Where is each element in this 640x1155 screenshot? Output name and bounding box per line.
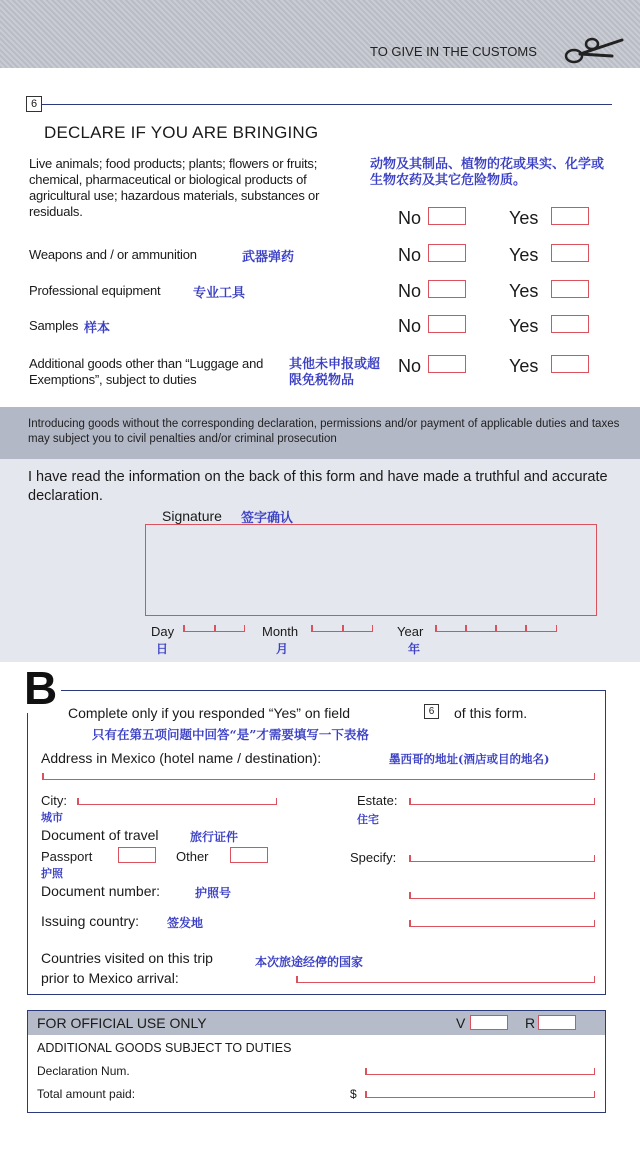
item-4-text: Samples: [29, 318, 79, 333]
city-field[interactable]: [77, 795, 277, 805]
official-total-field[interactable]: [365, 1088, 595, 1098]
city-label: City:: [41, 793, 67, 808]
item-3-no-box[interactable]: [428, 280, 466, 298]
month-label: Month: [262, 624, 299, 639]
estate-label: Estate:: [357, 793, 398, 808]
item-1-no-label: No: [398, 208, 422, 228]
item-1-cn: 动物及其制品、植物的花或果实、化学或生物农药及其它危险物质。: [370, 157, 605, 188]
passport-label: Passport: [41, 849, 93, 864]
official-r-box[interactable]: [538, 1015, 576, 1030]
item-2-no-label: No: [398, 245, 422, 265]
doc-label: Document of travel: [41, 827, 159, 843]
item-2-yes-box[interactable]: [551, 244, 589, 262]
issuing-field[interactable]: [409, 917, 595, 927]
docnum-label: Document number:: [41, 883, 161, 899]
doc-cn: 旅行证件: [190, 830, 239, 844]
year-cn: 年: [408, 642, 421, 656]
official-decl-label: Declaration Num.: [37, 1064, 130, 1078]
item-2-yes-label: Yes: [509, 245, 539, 265]
passport-cn: 护照: [41, 867, 63, 880]
month-field[interactable]: [311, 622, 373, 632]
month-cn: 月: [276, 642, 289, 656]
other-box[interactable]: [230, 847, 268, 863]
signature-label: Signature: [162, 508, 222, 524]
day-label: Day: [151, 624, 175, 639]
section-b-instruction-end: of this form.: [454, 705, 528, 721]
day-field[interactable]: [183, 622, 245, 632]
item-2-no-box[interactable]: [428, 244, 466, 262]
passport-box[interactable]: [118, 847, 156, 863]
other-label: Other: [176, 849, 209, 864]
item-5-yes-box[interactable]: [551, 355, 589, 373]
docnum-cn: 护照号: [195, 886, 232, 900]
docnum-field[interactable]: [409, 889, 595, 899]
countries-label-1: Countries visited on this trip: [41, 950, 213, 966]
item-1-no-box[interactable]: [428, 207, 466, 225]
item-3-yes-label: Yes: [509, 281, 539, 301]
item-1-yes-label: Yes: [509, 208, 539, 228]
year-field[interactable]: [435, 622, 557, 632]
item-4-yes-label: Yes: [509, 316, 539, 336]
item-1-yes-box[interactable]: [551, 207, 589, 225]
day-cn: 日: [156, 642, 169, 656]
item-3-text: Professional equipment: [29, 283, 161, 298]
year-label: Year: [397, 624, 424, 639]
section6-rule: [42, 104, 612, 105]
header-text: TO GIVE IN THE CUSTOMS: [370, 44, 537, 59]
item-5-text: Additional goods other than “Luggage and Exemptions”, subject to duties: [29, 356, 264, 387]
section-b-letter: B: [20, 663, 61, 713]
scissors-icon: [562, 34, 626, 68]
item-2-cn: 武器弹药: [242, 250, 295, 265]
countries-field[interactable]: [296, 973, 595, 983]
item-5-no-box[interactable]: [428, 355, 466, 373]
signature-box[interactable]: [145, 524, 597, 616]
item-5-cn: 其他未申报或超限免税物品: [289, 357, 381, 388]
item-3-no-label: No: [398, 281, 422, 301]
issuing-label: Issuing country:: [41, 913, 140, 929]
official-currency: $: [350, 1087, 357, 1101]
specify-field[interactable]: [409, 852, 595, 862]
item-4-cn: 样本: [84, 321, 111, 336]
official-decl-field[interactable]: [365, 1065, 595, 1075]
signature-cn: 签字确认: [241, 511, 294, 526]
address-field[interactable]: [42, 770, 595, 780]
official-subtitle: ADDITIONAL GOODS SUBJECT TO DUTIES: [37, 1041, 292, 1055]
countries-label-2: prior to Mexico arrival:: [41, 970, 179, 986]
city-cn: 城市: [41, 811, 63, 824]
item-3-cn: 专业工具: [193, 286, 246, 301]
official-r-label: R: [525, 1015, 536, 1031]
issuing-cn: 签发地: [167, 916, 204, 930]
item-5-no-label: No: [398, 356, 422, 376]
official-title: FOR OFFICIAL USE ONLY: [37, 1015, 207, 1031]
official-v-label: V: [456, 1015, 466, 1031]
estate-field[interactable]: [409, 795, 595, 805]
item-2-text: Weapons and / or ammunition: [29, 247, 197, 262]
item-3-yes-box[interactable]: [551, 280, 589, 298]
section-b-instruction: Complete only if you responded “Yes” on field: [68, 705, 350, 721]
specify-label: Specify:: [350, 850, 397, 865]
official-v-box[interactable]: [470, 1015, 508, 1030]
declaration-statement: I have read the information on the back of this form and have made a truthful and accurate declaration.: [28, 469, 608, 504]
item-5-yes-label: Yes: [509, 356, 539, 376]
notice-text: Introducing goods without the corresponding declaration, permissions and/or payment of applicable duties and taxes may subject you to civil penalties and/or criminal prosecution: [28, 418, 620, 445]
section-b-field-ref: 6: [424, 704, 439, 719]
item-4-no-label: No: [398, 316, 422, 336]
countries-cn: 本次旅途经停的国家: [255, 955, 364, 969]
header-band: [0, 0, 640, 68]
address-label: Address in Mexico (hotel name / destination):: [41, 750, 322, 766]
official-total-label: Total amount paid:: [37, 1087, 136, 1101]
item-1-text: Live animals; food products; plants; flowers or fruits; chemical, pharmaceutical or biological products of agricultural use; hazardous materials, substances or residuals.: [29, 156, 320, 219]
item-4-yes-box[interactable]: [551, 315, 589, 333]
address-cn: 墨西哥的地址(酒店或目的地名): [389, 752, 550, 766]
estate-cn: 住宅: [357, 813, 379, 826]
section6-title: DECLARE IF YOU ARE BRINGING: [44, 123, 319, 142]
section-b-instruction-cn: 只有在第五项问题中回答“是”才需要填写一下表格: [92, 727, 369, 742]
item-4-no-box[interactable]: [428, 315, 466, 333]
section6-number: 6: [26, 96, 42, 112]
